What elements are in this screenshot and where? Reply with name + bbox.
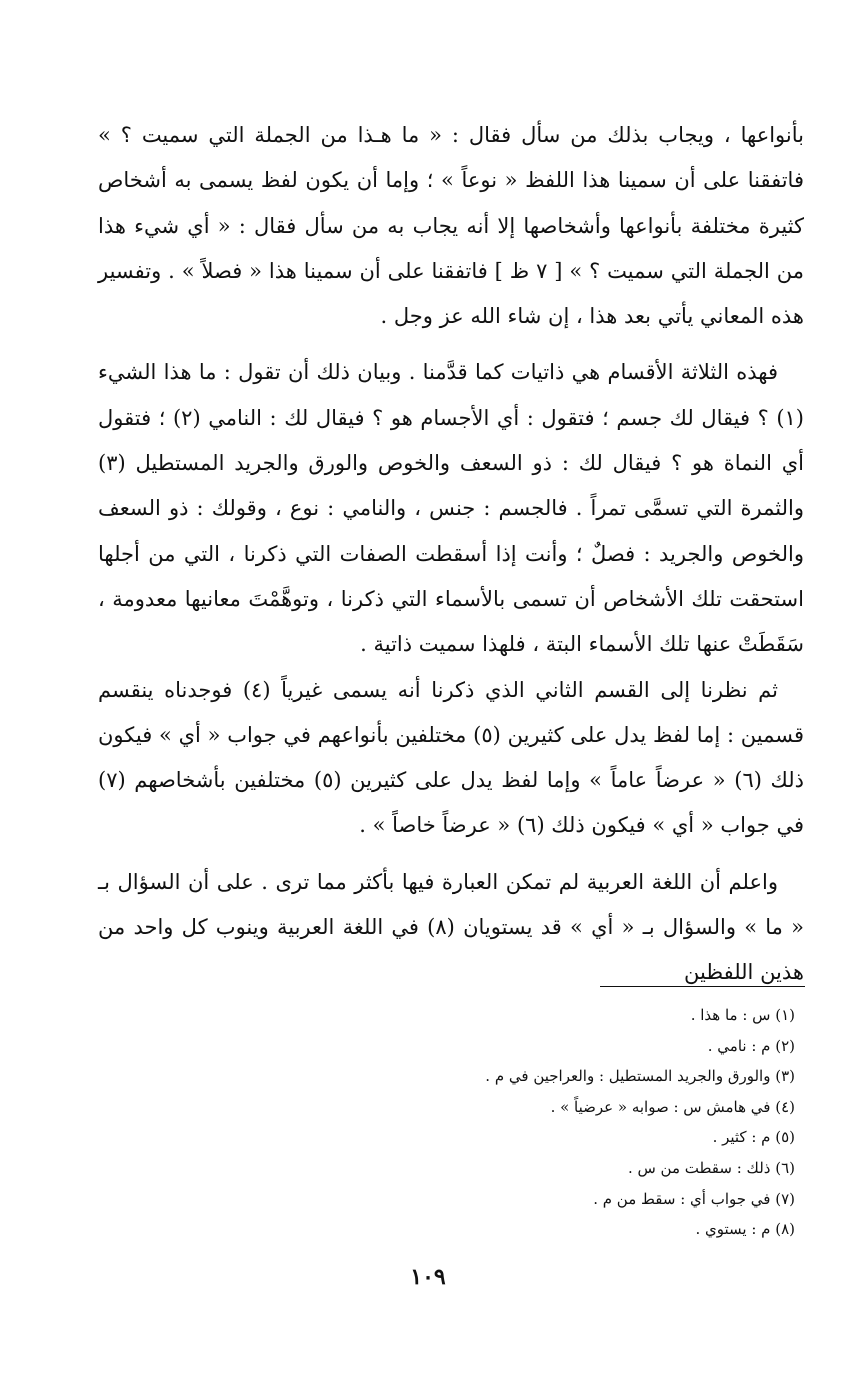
paragraph-2 [98, 350, 804, 667]
footnote-7: (٧) في جواب أي : سقط من م . [593, 1189, 795, 1208]
footnote-5: (٥) م : كثير . [712, 1128, 795, 1147]
footnote-8: (٨) م : يستوي . [695, 1220, 795, 1239]
paragraph-1-text: بأنواعها ، ويجاب بذلك من سأل فقال : « ما هـذا من الجملة التي سميت ؟ » فاتفقنا على أن سمينا هذا اللفظ « نوعاً » ؛ وإما أن يكون لفظ يسمى به أشخاص كثيرة مختلفة بأنواعها وأشخاصها إلا أنه يجاب به من سأل فقال : « أي شيء هذا من الجملة التي سميت ؟ » [ ٧ ظ ] فاتفقنا على أن سمينا هذا « فصلاً » . وتفسير هذه المعاني يأتي بعد هذا ، إن شاء الله عز وجل . [98, 123, 804, 329]
paragraph-4 [98, 860, 804, 996]
paragraph-2-text: فهذه الثلاثة الأقسام هي ذاتيات كما قدَّمنا . وبيان ذلك أن تقول : ما هذا الشيء (١) ؟ فيقال لك جسم ؛ فتقول : أي الأجسام هو ؟ فيقال لك : النامي (٢) ؛ فتقول أي النماة هو ؟ فيقال لك : ذو السعف والخوص والورق والجريد المستطيل (٣) والثمرة التي تسمَّى تمراً . فالجسم : جنس ، والنامي : نوع ، وقولك : ذو السعف والخوص والجريد : فصلٌ ؛ وأنت إذا أسقطت الصفات التي ذكرنا ، التي من أجلها استحقت تلك الأشخاص أن تسمى بالأسماء التي ذكرنا ، وتوهَّمْتَ معانيها معدومة ، سَقَطَتْ عنها تلك الأسماء البتة ، فلهذا سميت ذاتية . [98, 360, 804, 657]
paragraph-4-text: واعلم أن اللغة العربية لم تمكن العبارة فيها بأكثر مما ترى . على أن السؤال بـ « ما » والسؤال بـ « أي » قد يستويان (٨) في اللغة العربية وينوب كل واحد من هذين اللفظين [98, 869, 805, 985]
footnote-4: (٤) في هامش س : صوابه « عرضياً » . [550, 1097, 795, 1116]
footnote-1: (١) س : ما هذا . [690, 1006, 795, 1024]
paragraph-3 [98, 668, 804, 849]
paragraph-3-text: ثم نظرنا إلى القسم الثاني الذي ذكرنا أنه يسمى غيرياً (٤) فوجدناه ينقسم قسمين : إما لفظ يدل على كثيرين (٥) مختلفين بأنواعهم في جواب « أي » فيكون ذلك (٦) « عرضاً عاماً » وإما لفظ يدل على كثيرين (٥) مختلفين بأشخاصهم (٧) في جواب « أي » فيكون ذلك (٦) « عرضاً خاصاً » . [98, 677, 805, 838]
footnote-divider [600, 986, 805, 987]
page-number: ١٠٩ [410, 1264, 446, 1290]
footnote-2: (٢) م : نامي . [707, 1036, 795, 1055]
footnote-6: (٦) ذلك : سقطت من س . [627, 1158, 795, 1177]
footnotes [300, 1000, 795, 1245]
body-text [98, 113, 804, 996]
footnote-3: (٣) والورق والجريد المستطيل : والعراجين في م . [485, 1067, 795, 1086]
paragraph-1 [98, 113, 804, 339]
